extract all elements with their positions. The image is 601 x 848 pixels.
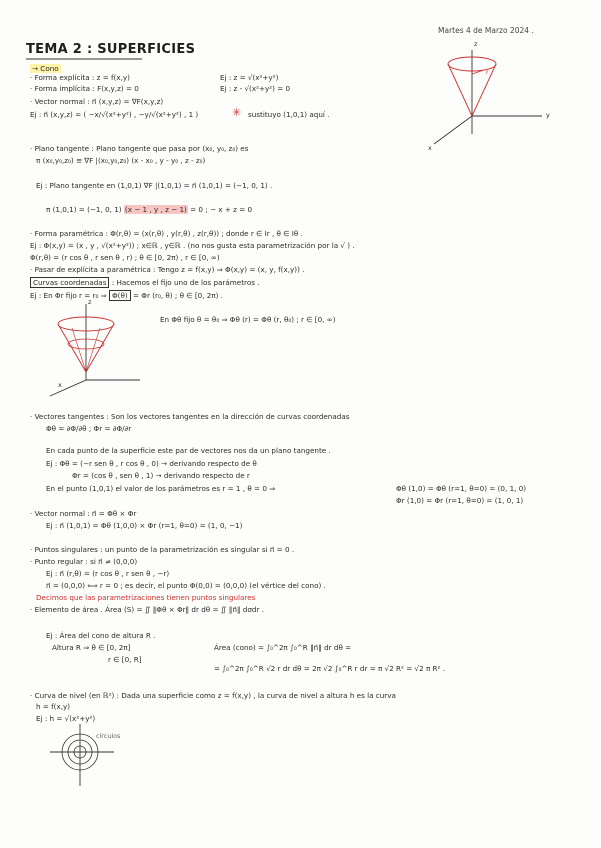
- tangent-plane-result: π (1,0,1) = (−1, 0, 1) (x − 1 , y , z − 1) = 0 ; − x + z = 0: [46, 205, 253, 214]
- singular-remark: Decimos que las parametrizaciones tienen puntos singulares: [36, 593, 256, 602]
- phi-r-at-point: Φr (1,0) = Φr (r=1, θ=0) = (1, 0, 1): [396, 496, 524, 505]
- date-header: Martes 4 de Marzo 2024 .: [438, 26, 534, 35]
- coordinate-curves-figure: [36, 300, 146, 400]
- phi-theta-at-point: Φθ (1,0) = Φθ (r=1, θ=0) = (0, 1, 0): [396, 484, 527, 493]
- level-curve-def: · Curva de nivel (en ℝ²) : Dada una superficie como z = f(x,y) , la curva de nivel a altura h es la curva: [30, 691, 396, 700]
- cone-area-result: = ∫₀^2π ∫₀^R √2 r dr dθ = 2π √2 ∫₀^R r dr = π √2 R² = √2 π R² .: [214, 664, 446, 673]
- normal-vector-line: · Vector normal : n⃗ (x,y,z) = ∇F(x,y,z): [30, 97, 164, 106]
- title-underline: [26, 58, 146, 62]
- coordinate-curves-example: Ej : En Φr fijo r = r₀ ⇒ Φ(θ) = Φr (r₀, θ) ; θ ∈ [0, 2π) .: [30, 291, 224, 300]
- tangent-vector-theta: Ej : Φθ = (−r sen θ , r cos θ , 0) → derivando respecto de θ: [46, 459, 257, 468]
- level-curve-formula: h = f(x,y): [36, 702, 71, 711]
- cone-area-r-range: r ∈ [0, R]: [108, 655, 142, 664]
- singular-example-2: n⃗ = (0,0,0) ⟺ r = 0 ; es decir, el punto Φ(0,0) = (0,0,0) (el vértice del cono) .: [46, 581, 326, 590]
- parametric-example-2: Φ(r,θ) = (r cos θ , r sen θ , r) ; θ ∈ [0, 2π) , r ∈ [0, ∞): [30, 253, 220, 262]
- cone-x-label: x: [428, 144, 432, 152]
- normal-vector-cross: · Vector normal : n⃗ = Φθ × Φr: [30, 509, 137, 518]
- level-curves-label: círculos: [96, 732, 121, 740]
- implicit-example: Ej : z - √(x²+y²) = 0: [220, 84, 291, 93]
- tangent-plane-def: · Plano tangente : Plano tangente que pasa por (x₀, y₀, z₀) es: [30, 144, 249, 153]
- point-parameters: En el punto (1,0,1) el valor de los parámetros es r = 1 , θ = 0 ⇒: [46, 484, 276, 493]
- explicit-example: Ej : z = √(x²+y²): [220, 73, 279, 82]
- singular-example-1: Ej : n⃗ (r,θ) = (r cos θ , r sen θ , −r): [46, 569, 170, 578]
- cone-z-label: z: [474, 40, 478, 48]
- tangent-plane-note: En cada punto de la superficie este par de vectores nos da un plano tangente .: [46, 446, 331, 455]
- implicit-form-line: · Forma implícita : F(x,y,z) = 0: [30, 84, 139, 93]
- page-title: TEMA 2 : SUPERFICIES: [26, 42, 196, 57]
- cone-area-example: Ej : Área del cono de altura R .: [46, 631, 156, 640]
- cone-r-label: r: [486, 68, 489, 76]
- substitute-note: sustituyo (1,0,1) aquí .: [248, 110, 330, 119]
- cone-area-height: Altura R ⇒ θ ∈ [0, 2π]: [52, 643, 131, 652]
- area-element-def: · Elemento de área . Área (S) = ∬ ‖Φθ × Φr‖ dr dθ = ∬ ‖n⃗‖ dσdr .: [30, 605, 264, 614]
- tangent-vectors-formula: Φθ = ∂Φ/∂θ ; Φr = ∂Φ/∂r: [46, 424, 132, 433]
- normal-vector-cross-example: Ej : n⃗ (1,0,1) = Φθ (1,0,0) × Φr (r=1, θ=0) = (1, 0, −1): [46, 521, 243, 530]
- heading-cono: → Cono: [32, 64, 59, 73]
- coordinate-curve-theta: En Φθ fijo θ = θ₀ ⇒ Φθ (r) = Φθ (r, θ₀) ; r ∈ [0, ∞): [160, 315, 336, 324]
- explicit-form-line: · Forma explícita : z = f(x,y): [30, 73, 130, 82]
- cone-area-integral: Área (cono) = ∫₀^2π ∫₀^R ‖n⃗‖ dr dθ =: [214, 643, 352, 652]
- parametric-example-1: Ej : Φ(x,y) = (x , y , √(x²+y²)) ; x∈ℝ , y∈ℝ . (no nos gusta esta parametrización por la √ ) .: [30, 241, 355, 250]
- star-mark-icon: ✳: [232, 106, 242, 119]
- figure2-z-label: z: [88, 298, 92, 306]
- cone-y-label: y: [546, 111, 550, 119]
- figure2-x-label: x: [58, 381, 62, 389]
- tangent-plane-example: Ej : Plano tangente en (1,0,1) ∇F |(1,0,1) = n⃗ (1,0,1) = (−1, 0, 1) .: [36, 181, 273, 190]
- cone-figure: [420, 44, 590, 154]
- level-curve-example: Ej : h = √(x²+y²): [36, 714, 96, 723]
- tangent-vectors-def: · Vectores tangentes : Son los vectores tangentes en la dirección de curvas coordenadas: [30, 412, 350, 421]
- parametric-form-def: · Forma paramétrica : Φ(r,θ) = (x(r,θ) , y(r,θ) , z(r,θ)) ; donde r ∈ Ir , θ ∈ Iθ .: [30, 229, 303, 238]
- tangent-vector-r: Φr = (cos θ , sen θ , 1) → derivando respecto de r: [72, 471, 250, 480]
- explicit-to-parametric: · Pasar de explícita a paramétrica : Tengo z = f(x,y) ⇒ Φ(x,y) = (x, y, f(x,y)) .: [30, 265, 305, 274]
- regular-point-def: · Punto regular : si n⃗ ≠ (0,0,0): [30, 557, 138, 566]
- singular-points-def: · Puntos singulares : un punto de la parametrización es singular si n⃗ = 0 .: [30, 545, 295, 554]
- tangent-plane-formula: π (x₀,y₀,z₀) ≡ ∇F |(x₀,y₀,z₀) (x - x₀ , y - y₀ , z - z₀): [36, 156, 206, 165]
- normal-vector-example: Ej : n⃗ (x,y,z) = ( −x/√(x²+y²) , −y/√(x²+y²) , 1 ): [30, 110, 199, 119]
- coordinate-curves-line: Curvas coordenadas : Hacemos el fijo uno de los parámetros .: [30, 278, 260, 287]
